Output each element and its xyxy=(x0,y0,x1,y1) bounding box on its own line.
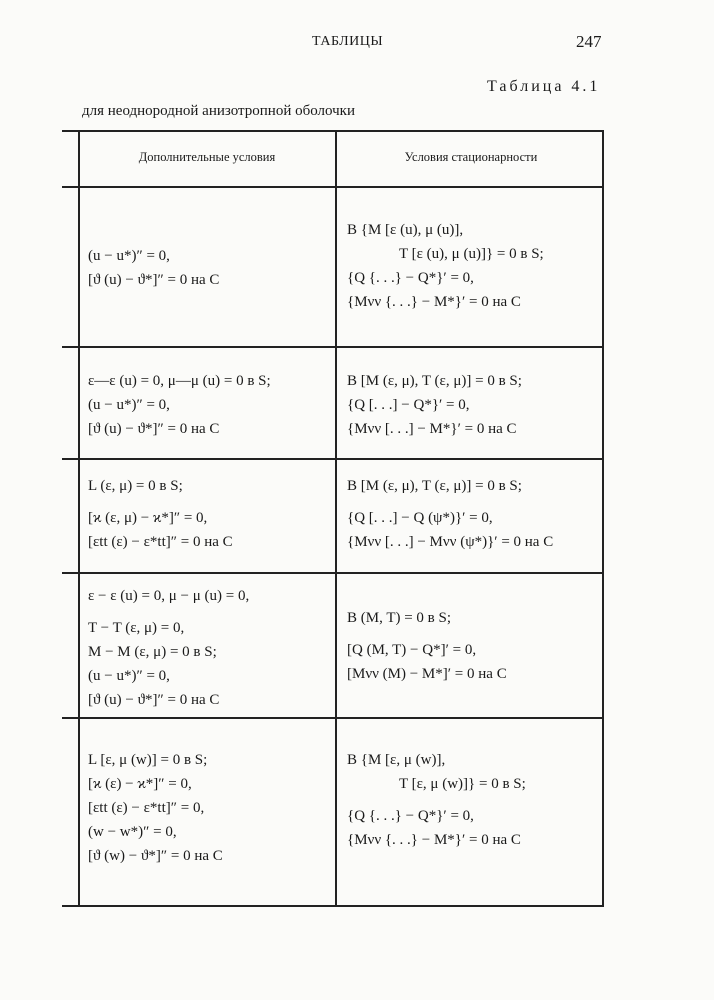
formula-line: {Mνν [. . .] − Mνν (ψ*)}′ = 0 на C xyxy=(347,534,554,550)
formula-line: B [M (ε, μ), T (ε, μ)] = 0 в S; xyxy=(347,373,522,389)
formula-line: ε − ε (u) = 0, μ − μ (u) = 0, xyxy=(88,588,250,604)
row-1-right-cell xyxy=(347,218,544,314)
formula-line: T − T (ε, μ) = 0, xyxy=(88,620,185,636)
formula-line: {Q [. . .] − Q*}′ = 0, xyxy=(347,397,470,413)
formula-line: {Mνν [. . .] − M*}′ = 0 на C xyxy=(347,421,517,437)
row-4-right-cell xyxy=(347,606,507,686)
column-header-stationarity-conditions: Условия стационарности xyxy=(404,150,538,164)
row-divider xyxy=(62,458,604,460)
formula-line: {Mνν {. . .} − M*}′ = 0 на C xyxy=(347,832,521,848)
formula-line: [ϑ (u) − ϑ*]″ = 0 на C xyxy=(88,692,220,708)
page-number: 247 xyxy=(576,32,602,51)
column-header-additional-conditions: Дополнительные условия xyxy=(138,150,276,164)
table-caption: для неоднородной анизотропной оболочки xyxy=(82,103,355,119)
formula-line: {Q [. . .] − Q (ψ*)}′ = 0, xyxy=(347,510,493,526)
table-bottom-rule xyxy=(62,905,604,907)
formula-line: [ϰ (ε) − ϰ*]″ = 0, xyxy=(88,776,192,792)
formula-line: B {M [ε (u), μ (u)], xyxy=(347,222,464,238)
row-2-right-cell xyxy=(347,369,522,441)
formula-line: [εtt (ε) − ε*tt]″ = 0 на C xyxy=(88,534,233,550)
formula-line: M − M (ε, μ) = 0 в S; xyxy=(88,644,217,660)
formula-line: [Q (M, T) − Q*]′ = 0, xyxy=(347,642,477,658)
formula-line: T [ε, μ (w)]} = 0 в S; xyxy=(399,776,526,792)
right-border xyxy=(602,130,604,906)
table-label: Таблица 4.1 xyxy=(487,78,601,95)
row-4-left-cell xyxy=(88,584,249,712)
formula-line: [Mνν (M) − M*]′ = 0 на C xyxy=(347,666,507,682)
row-1-left-cell xyxy=(88,244,219,292)
formula-line: (w − w*)″ = 0, xyxy=(88,824,177,840)
formula-line: [ϑ (u) − ϑ*]″ = 0 на C xyxy=(88,272,220,288)
formula-line: {Q {. . .} − Q*}′ = 0, xyxy=(347,808,474,824)
row-5-right-cell xyxy=(347,748,526,852)
header-bottom-rule xyxy=(62,186,604,188)
formula-line: B (M, T) = 0 в S; xyxy=(347,610,452,626)
formula-line: ε—ε (u) = 0, μ—μ (u) = 0 в S; xyxy=(88,373,271,389)
left-border xyxy=(78,130,80,906)
formula-line: T [ε (u), μ (u)]} = 0 в S; xyxy=(399,246,544,262)
formula-line: L (ε, μ) = 0 в S; xyxy=(88,478,183,494)
row-divider xyxy=(62,572,604,574)
formula-line: [ϑ (u) − ϑ*]″ = 0 на C xyxy=(88,421,220,437)
formula-line: {Mνν {. . .} − M*}′ = 0 на C xyxy=(347,294,521,310)
formula-line: [ϰ (ε, μ) − ϰ*]″ = 0, xyxy=(88,510,208,526)
row-3-left-cell xyxy=(88,474,233,554)
row-divider xyxy=(62,346,604,348)
formula-line: (u − u*)″ = 0, xyxy=(88,668,170,684)
table-top-rule xyxy=(62,130,604,132)
formula-line: {Q {. . .} − Q*}′ = 0, xyxy=(347,270,474,286)
row-3-right-cell xyxy=(347,474,553,554)
row-5-left-cell xyxy=(88,748,223,868)
formula-line: [ϑ (w) − ϑ*]″ = 0 на C xyxy=(88,848,223,864)
formula-line: L [ε, μ (w)] = 0 в S; xyxy=(88,752,208,768)
row-2-left-cell xyxy=(88,369,271,441)
formula-line: B [M (ε, μ), T (ε, μ)] = 0 в S; xyxy=(347,478,522,494)
formula-line: [εtt (ε) − ε*tt]″ = 0, xyxy=(88,800,205,816)
row-divider xyxy=(62,717,604,719)
formula-line: (u − u*)″ = 0, xyxy=(88,248,170,264)
running-head: ТАБЛИЦЫ xyxy=(312,34,384,49)
formula-line: (u − u*)″ = 0, xyxy=(88,397,170,413)
column-divider xyxy=(335,130,337,906)
formula-line: B {M [ε, μ (w)], xyxy=(347,752,446,768)
